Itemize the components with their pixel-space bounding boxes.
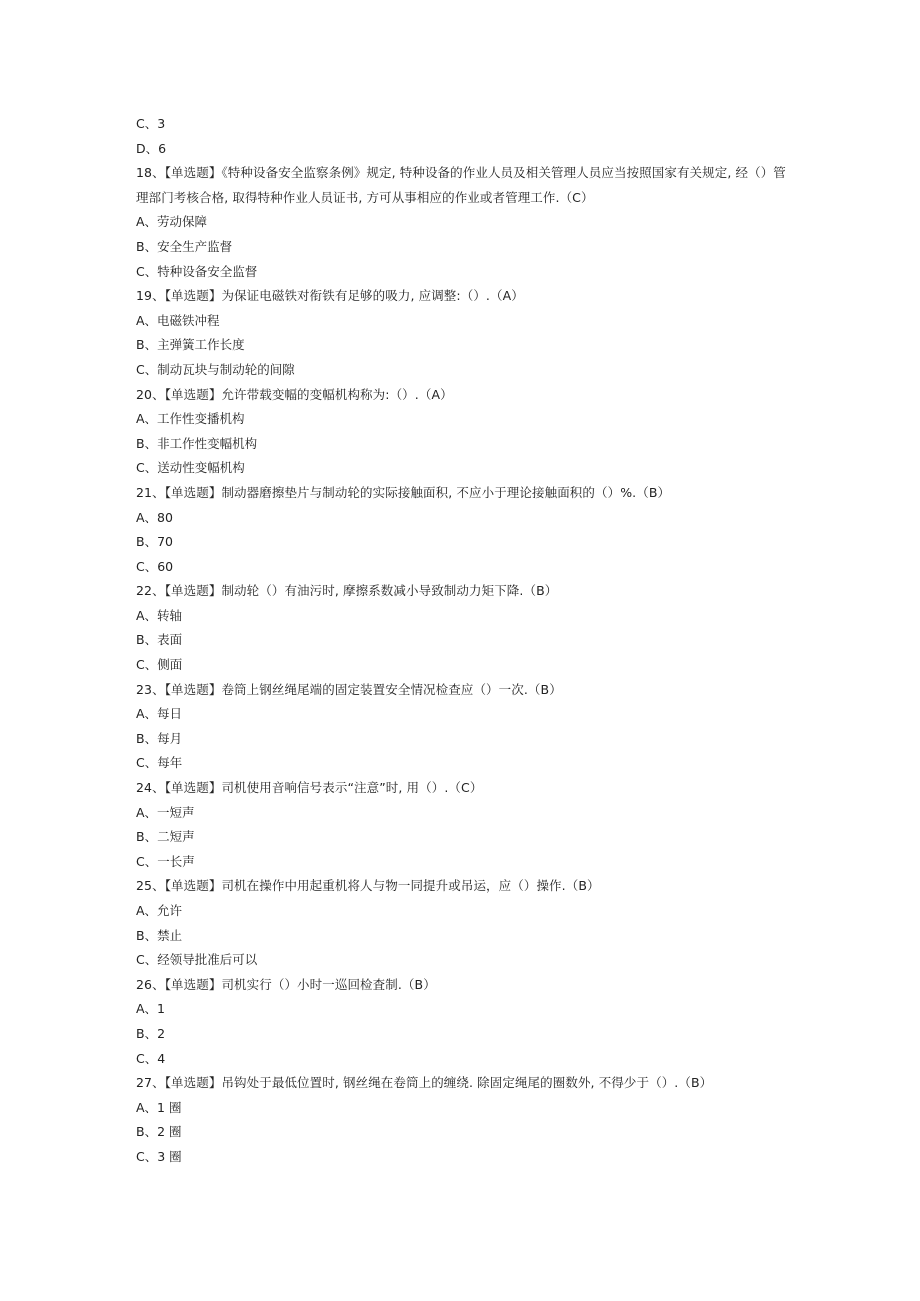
option-line: C、4 [136, 1050, 166, 1066]
option-line: A、1 圈 [136, 1099, 182, 1115]
option-line: A、1 [136, 1001, 166, 1017]
option-line: A、电磁铁冲程 [136, 312, 220, 328]
document-content [136, 112, 786, 1170]
option-line: A、转轴 [136, 607, 183, 623]
option-line: A、允许 [136, 903, 183, 918]
question-line: 18、【单选题】《特种设备安全监察条例》规定, 特种设备的作业人员及相关管理人员应当按照国家有关规定, 经（）管 [136, 165, 786, 181]
question-line: 22、【单选题】制动轮（）有油污时, 摩擦系数减小导致制动力矩下降.（B） [136, 583, 558, 599]
question-line: 24、【单选题】司机使用音响信号表示“注意”时, 用（）.（C） [136, 780, 483, 796]
option-line: C、送动性变幅机构 [136, 460, 245, 476]
option-line: B、主弹簧工作长度 [136, 337, 245, 353]
option-line: C、制动瓦块与制动轮的间隙 [136, 361, 295, 377]
option-line: B、70 [136, 534, 173, 550]
option-line: C、特种设备安全监督 [136, 263, 258, 279]
question-line: 23、【单选题】卷筒上钢丝绳尾端的固定装置安全情况检查应（）一次.（B） [136, 681, 562, 697]
option-line: B、二短声 [136, 829, 195, 845]
option-line: B、每月 [136, 730, 183, 746]
option-line: A、一短声 [136, 804, 195, 820]
option-line: B、2 [136, 1025, 166, 1041]
option-line: B、非工作性变幅机构 [136, 435, 258, 451]
question-line: 20、【单选题】允许带载变幅的变幅机构称为:（）.（A） [136, 386, 453, 402]
option-line: A、劳动保障 [136, 214, 208, 230]
option-line: C、60 [136, 558, 174, 574]
question-line: 21、【单选题】制动器磨擦垫片与制动轮的实际接触面积, 不应小于理论接触面积的（）%.（B） [136, 484, 671, 500]
option-line: A、工作性变播机构 [136, 411, 245, 427]
question-line: 26、【单选题】司机实行（）小时一巡回检査制.（B） [136, 976, 436, 992]
option-line: C、3 圈 [136, 1148, 182, 1164]
option-line: B、表面 [136, 632, 183, 648]
option-line: C、一长声 [136, 853, 195, 869]
option-line: C、侧面 [136, 657, 183, 673]
question-line: 理部门考核合格, 取得特种作业人员证书, 方可从事相应的作业或者管理工作.（C） [136, 189, 594, 205]
option-line: B、禁止 [136, 927, 183, 943]
option-line: A、每日 [136, 706, 183, 722]
option-line: D、6 [136, 140, 167, 156]
question-line: 27、【单选题】吊钩处于最低位置时, 钢丝绳在卷筒上的缠绕. 除固定绳尾的圈数外, 不得少于（）.（B） [136, 1075, 713, 1091]
option-line: B、2 圈 [136, 1124, 182, 1140]
option-line: B、安全生产监督 [136, 238, 233, 254]
question-line: 25、【单选题】司机在操作中用起重机将人与物一同提升或吊运，应（）操作.（B） [136, 878, 600, 894]
option-line: C、每年 [136, 755, 183, 771]
option-line: C、经领导批准后可以 [136, 952, 258, 968]
option-line: A、80 [136, 509, 173, 525]
option-line: C、3 [136, 116, 166, 131]
question-line: 19、【单选题】为保证电磁铁对衔铁有足够的吸力, 应调整:（）.（A） [136, 288, 524, 304]
